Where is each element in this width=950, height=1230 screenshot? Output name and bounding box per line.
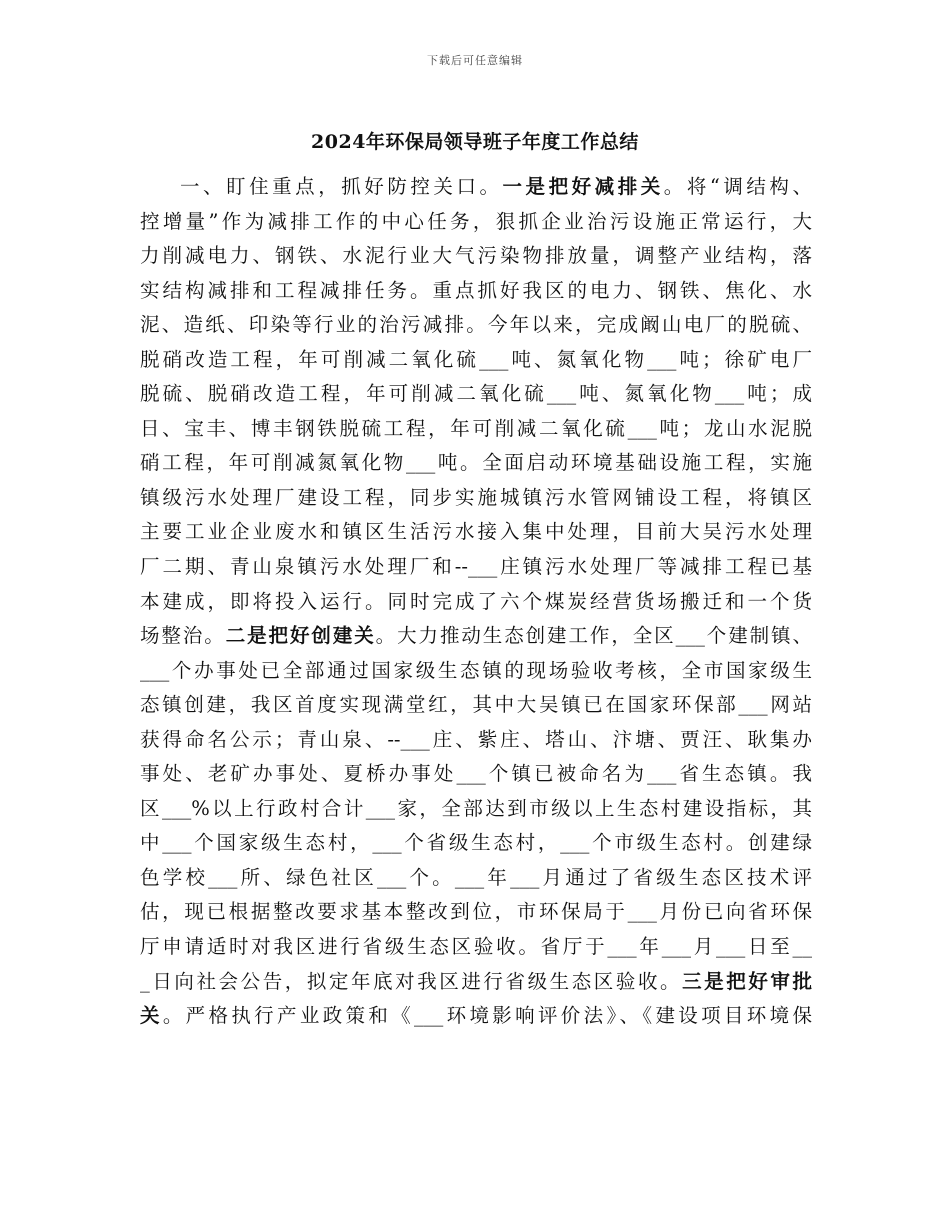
body-text-run: 力削减电力、钢铁、水泥行业大气污染物排放量，调整产业结构，落 [140, 244, 812, 268]
body-text-run: 泥、造纸、印染等行业的治污减排。今年以来，完成阚山电厂的脱硫、 [140, 313, 812, 337]
body-text-run: 日、宝丰、博丰钢铁脱硫工程，年可削减二氧化硫___吨；龙山水泥脱 [140, 416, 812, 440]
body-text-run: 镇级污水处理厂建设工程，同步实施城镇污水管网铺设工程，将镇区 [140, 485, 812, 509]
paragraph-line [140, 965, 812, 1000]
paragraph-line [140, 274, 812, 309]
body-text-run: 实结构减排和工程减排任务。重点抓好我区的电力、钢铁、焦化、水 [140, 278, 812, 302]
paragraph-line [140, 239, 812, 274]
body-text-run: 厅申请适时对我区进行省级生态区验收。省厅于___年___月___日至__ [140, 935, 812, 959]
body-text-run: 。将“调结构、 [663, 175, 812, 198]
paragraph-line [140, 654, 812, 689]
paragraph-line [140, 619, 812, 654]
paragraph-line [140, 412, 812, 447]
paragraph-line [140, 585, 812, 620]
paragraph-line [140, 481, 812, 516]
body-text-run: 中___个国家级生态村，___个省级生态村，___个市级生态村。创建绿 [140, 831, 812, 855]
bold-heading-text: 二是把好创建关 [225, 624, 376, 648]
body-text-run: 厂二期、青山泉镇污水处理厂和--___庄镇污水处理厂等减排工程已基 [140, 555, 812, 579]
body-text-run: 。严格执行产业政策和《___环境影响评价法》、《建设项目环境保 [162, 1004, 812, 1028]
body-text-run: 一、盯住重点，抓好防控关口。 [180, 175, 503, 198]
bold-heading-text: 三是把好审批 [682, 969, 812, 993]
paragraph-line [140, 343, 812, 378]
bold-heading-text: 一是把好减排关 [502, 175, 664, 198]
body-text-run: 脱硫、脱硝改造工程，年可削减二氧化硫___吨、氮氧化物___吨；成 [140, 382, 812, 406]
body-text-run: 本建成，即将投入运行。同时完成了六个煤炭经营货场搬迁和一个货 [140, 589, 812, 613]
paragraph-line [140, 999, 812, 1034]
body-text-run: _日向社会公告，拟定年底对我区进行省级生态区验收。 [140, 969, 683, 993]
body-text-run: 脱硝改造工程，年可削减二氧化硫___吨、氮氧化物___吨；徐矿电厂 [140, 347, 812, 371]
page-header-note: 下载后可任意编辑 [427, 54, 523, 67]
document-title: 2024年环保局领导班子年度工作总结 [311, 131, 639, 153]
body-text-run: 获得命名公示；青山泉、--___庄、紫庄、塔山、汴塘、贾汪、耿集办 [140, 727, 812, 751]
body-text-run: ___个办事处已全部通过国家级生态镇的现场验收考核，全市国家级生 [140, 658, 812, 682]
paragraph-line [140, 826, 812, 861]
paragraph-line [140, 861, 812, 896]
body-text-run: 。大力推动生态创建工作，全区___个建制镇、 [375, 624, 812, 648]
body-text-run: 硝工程，年可削减氮氧化物___吨。全面启动环境基础设施工程，实施 [140, 451, 812, 475]
paragraph-line [140, 446, 812, 481]
body-text-run: 场整治。 [140, 624, 226, 648]
paragraph-line [140, 515, 812, 550]
paragraph-line [140, 205, 812, 240]
paragraph-line [140, 688, 812, 723]
paragraph-line [140, 930, 812, 965]
paragraph-line [140, 550, 812, 585]
paragraph-line [140, 170, 812, 205]
document-body [140, 170, 812, 1034]
paragraph-line [140, 757, 812, 792]
paragraph-line [140, 723, 812, 758]
body-text-run: 态镇创建，我区首度实现满堂红，其中大吴镇已在国家环保部___网站 [140, 693, 812, 717]
paragraph-line [140, 792, 812, 827]
body-text-run: 主要工业企业废水和镇区生活污水接入集中处理，目前大吴污水处理 [140, 520, 812, 544]
body-text-run: 色学校___所、绿色社区___个。___年___月通过了省级生态区技术评 [140, 865, 812, 889]
paragraph-line [140, 895, 812, 930]
body-text-run: 区___%以上行政村合计___家，全部达到市级以上生态村建设指标，其 [140, 796, 812, 820]
bold-heading-text: 关 [140, 1004, 163, 1028]
body-text-run: 控增量”作为减排工作的中心任务，狠抓企业治污设施正常运行，大 [140, 209, 812, 233]
paragraph-line [140, 377, 812, 412]
body-text-run: 估，现已根据整改要求基本整改到位，市环保局于___月份已向省环保 [140, 900, 812, 924]
body-text-run: 事处、老矿办事处、夏桥办事处___个镇已被命名为___省生态镇。我 [140, 762, 812, 786]
paragraph-line [140, 308, 812, 343]
